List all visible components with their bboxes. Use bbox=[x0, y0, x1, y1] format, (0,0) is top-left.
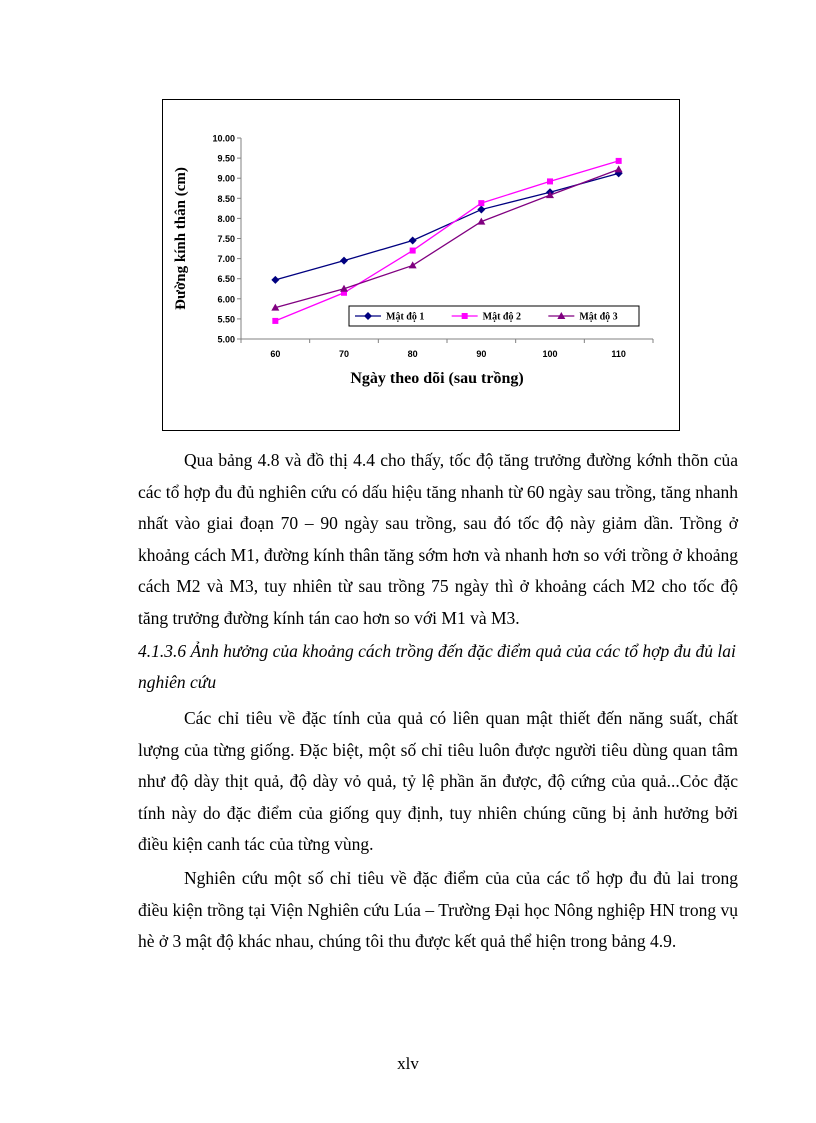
data-point bbox=[477, 206, 485, 214]
data-point bbox=[340, 257, 348, 265]
x-tick-label: 100 bbox=[542, 349, 558, 359]
data-point bbox=[547, 178, 553, 184]
series-line bbox=[275, 161, 618, 321]
legend-marker bbox=[462, 313, 468, 319]
paragraph-3-text: Nghiên cứu một số chỉ tiêu về đặc điểm của của các tổ hợp đu đủ lai trong điều kiện trồng tại Viện Nghiên cứu Lúa – Trường Đại học Nông nghiệp HN trong vụ hè ở 3 mật độ khác nhau, chúng tôi thu được kết quả thể hiện trong bảng 4.9. bbox=[138, 868, 738, 951]
x-tick-label: 60 bbox=[270, 349, 281, 359]
x-tick-label: 70 bbox=[338, 349, 350, 359]
paragraph-2 bbox=[138, 703, 738, 861]
x-tick-label: 110 bbox=[611, 349, 626, 359]
series-layer bbox=[271, 158, 622, 324]
data-point bbox=[272, 318, 278, 324]
y-tick-label: 8.00 bbox=[217, 213, 235, 224]
page-number: xlv bbox=[397, 1054, 419, 1073]
data-point bbox=[410, 248, 416, 254]
y-tick-label: 5.00 bbox=[217, 334, 235, 345]
y-tick-label: 9.00 bbox=[217, 173, 235, 184]
y-tick-label: 8.50 bbox=[217, 193, 235, 204]
y-tick-label: 10.00 bbox=[212, 133, 235, 144]
chart-frame bbox=[162, 99, 680, 431]
line-chart bbox=[163, 100, 679, 430]
data-point bbox=[478, 200, 484, 206]
paragraph-3 bbox=[138, 863, 738, 958]
data-point bbox=[409, 237, 417, 245]
series-3 bbox=[271, 165, 622, 310]
section-heading: 4.1.3.6 Ảnh hưởng của khoảng cách trồng đến đặc điểm quả của các tổ hợp đu đủ lai nghiên cứu bbox=[138, 641, 736, 692]
series-line bbox=[275, 169, 618, 307]
legend-label: Mật độ 2 bbox=[482, 311, 522, 323]
y-axis-label: Đường kính thân (cm) bbox=[173, 167, 189, 310]
paragraph-2-text: Các chỉ tiêu về đặc tính của quả có liên quan mật thiết đến năng suất, chất lượng của từng giống. Đặc biệt, một số chỉ tiêu luôn được người tiêu dùng quan tâm như độ dày thịt quả, độ dày vỏ quả, tỷ lệ phần ăn được, độ cứng của quả...Cỏc đặc tính này do đặc điểm của giống quy định, tuy nhiên chúng cũng bị ảnh hưởng bởi điều kiện canh tác của từng vùng. bbox=[138, 708, 738, 854]
y-tick-label: 6.00 bbox=[217, 294, 235, 305]
data-point bbox=[409, 261, 417, 268]
y-tick-label: 9.50 bbox=[217, 153, 235, 164]
data-point bbox=[271, 276, 279, 284]
y-tick-label: 5.50 bbox=[217, 314, 235, 325]
y-tick-label: 6.50 bbox=[217, 274, 235, 285]
y-tick-label: 7.00 bbox=[217, 254, 235, 265]
paragraph-1 bbox=[138, 445, 738, 634]
x-axis-label: Ngày theo dõi (sau trồng) bbox=[350, 370, 524, 387]
y-axis-ticks bbox=[212, 134, 241, 345]
x-tick-label: 80 bbox=[407, 349, 418, 359]
x-axis-ticks bbox=[241, 339, 653, 359]
y-tick-label: 7.50 bbox=[217, 234, 235, 244]
legend bbox=[349, 306, 639, 326]
data-point bbox=[616, 158, 622, 164]
legend-label: Mật độ 1 bbox=[386, 311, 425, 323]
legend-label: Mật độ 3 bbox=[579, 311, 618, 323]
data-point bbox=[615, 165, 623, 172]
series-2 bbox=[272, 158, 621, 324]
paragraph-1-text: Qua bảng 4.8 và đồ thị 4.4 cho thấy, tốc độ tăng trưởng đường kớnh thõn của các tổ hợp đu đủ nghiên cứu có dấu hiệu tăng nhanh từ 60 ngày sau trồng, tăng nhanh nhất vào giai đoạn 70 – 90 ngày sau trồng, sau đó tốc độ này giảm dần. Trồng ở khoảng cách M1, đường kính thân tăng sớm hơn và nhanh hơn so với trồng ở khoảng cách M2 và M3, tuy nhiên từ sau trồng 75 ngày thì ở khoảng cách M2 cho tốc độ tăng trưởng đường kính tán cao hơn so với M1 và M3. bbox=[138, 450, 738, 628]
x-tick-label: 90 bbox=[476, 349, 487, 359]
